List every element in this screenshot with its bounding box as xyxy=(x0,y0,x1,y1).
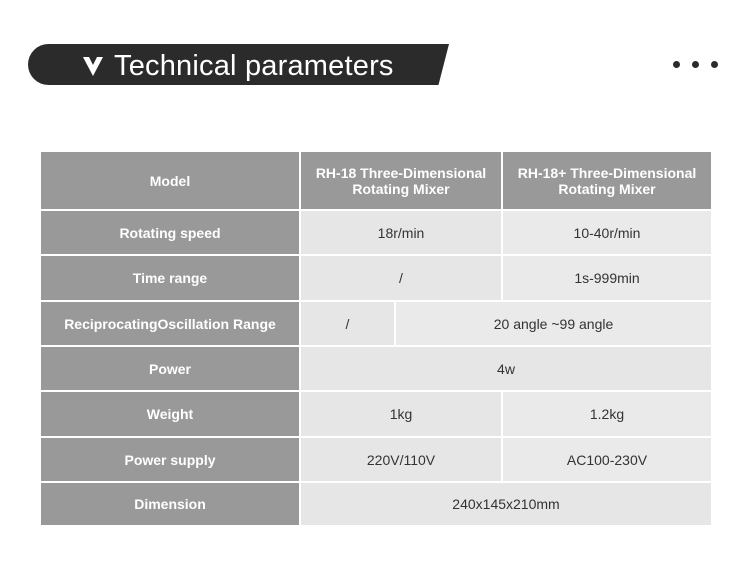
row-label: ReciprocatingOscillation Range xyxy=(41,302,299,345)
row-label: Power supply xyxy=(41,438,299,481)
row-value-1: 220V/110V xyxy=(301,438,501,481)
row-value-2: 1.2kg xyxy=(503,392,711,436)
table-header-row xyxy=(41,152,711,209)
header-col-2: RH-18+ Three-Dimensional Rotating Mixer xyxy=(503,152,711,209)
page-title: Technical parameters xyxy=(114,50,394,82)
row-label: Weight xyxy=(41,392,299,436)
table-row xyxy=(41,211,711,254)
table-row xyxy=(41,302,711,345)
dot xyxy=(711,61,718,68)
table-row xyxy=(41,483,711,525)
dot xyxy=(673,61,680,68)
row-value-1: / xyxy=(301,302,394,345)
row-value-2: 10-40r/min xyxy=(503,211,711,254)
header-model: Model xyxy=(41,152,299,209)
row-value-1: 1kg xyxy=(301,392,501,436)
row-label: Power xyxy=(41,347,299,390)
row-value-1: 18r/min xyxy=(301,211,501,254)
row-value-2: 1s-999min xyxy=(503,256,711,300)
chevron-down-icon xyxy=(82,55,104,77)
row-value-2: AC100-230V xyxy=(503,438,711,481)
table-row xyxy=(41,438,711,481)
table-row xyxy=(41,347,711,390)
row-value-2: 20 angle ~99 angle xyxy=(396,302,711,345)
row-label: Rotating speed xyxy=(41,211,299,254)
row-value-merged: 240x145x210mm xyxy=(301,483,711,525)
row-label: Dimension xyxy=(41,483,299,525)
header-col-1: RH-18 Three-Dimensional Rotating Mixer xyxy=(301,152,501,209)
more-dots-icon[interactable] xyxy=(673,61,718,69)
row-value-merged: 4w xyxy=(301,347,711,390)
dot xyxy=(692,61,699,68)
table-row xyxy=(41,256,711,300)
row-value-1: / xyxy=(301,256,501,300)
table-row xyxy=(41,392,711,436)
row-label: Time range xyxy=(41,256,299,300)
